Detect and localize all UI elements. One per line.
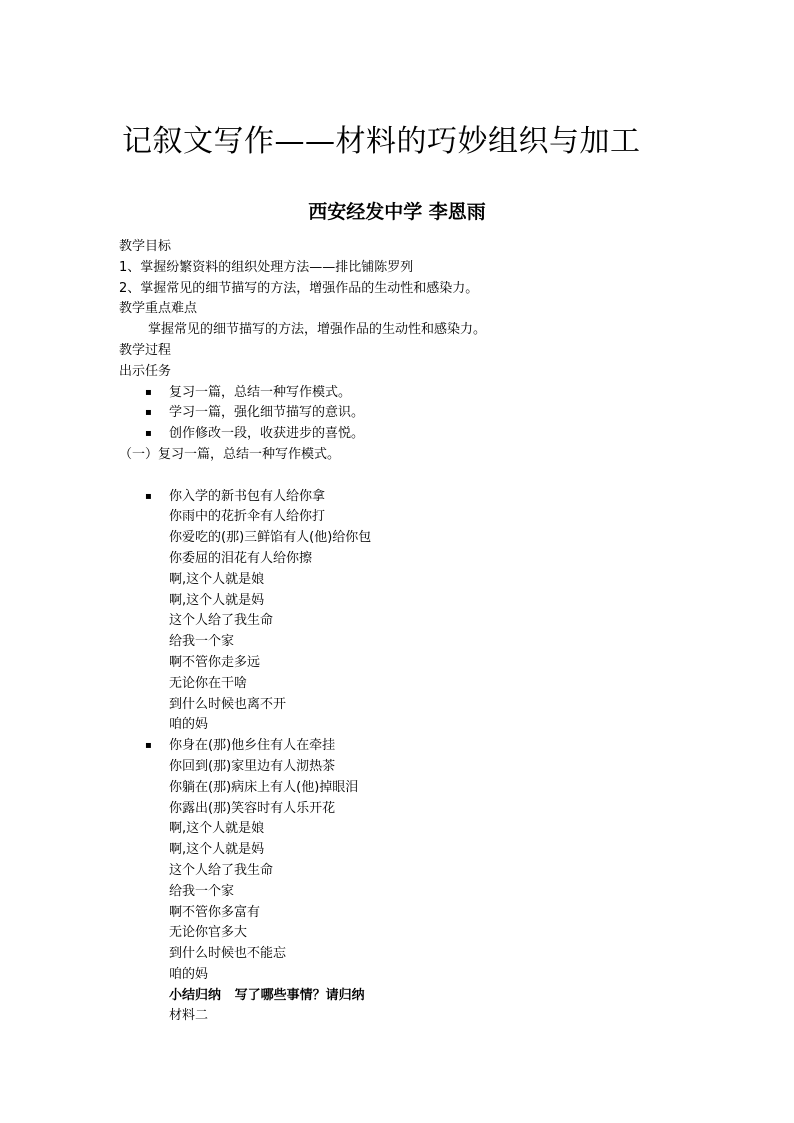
poem-line: 啊,这个人就是妈 xyxy=(169,842,265,858)
poem-line: 啊,这个人就是娘 xyxy=(169,821,265,837)
key-points-text: 掌握常见的细节描写的方法，增强作品的生动性和感染力。 xyxy=(148,322,487,338)
goals-heading: 教学目标 xyxy=(119,239,172,254)
poem-line: 这个人给了我生命 xyxy=(169,613,274,629)
poem-line: 啊,这个人就是娘 xyxy=(169,571,265,587)
poem-stanza-start xyxy=(119,487,739,508)
poem-line: 啊不管你多富有 xyxy=(169,904,261,920)
poem-line: 你入学的新书包有人给你拿 xyxy=(169,488,326,504)
bullet-icon: ▪ xyxy=(145,740,152,752)
task-text: 学习一篇，强化细节描写的意识。 xyxy=(169,405,365,421)
poem-line: 你爱吃的(那)三鲜馅有人(他)给你包 xyxy=(169,530,372,546)
process-heading: 教学过程 xyxy=(119,342,172,358)
poem-line: 无论你官多大 xyxy=(169,925,248,941)
poem-line: 你身在(那)他乡住有人在牵挂 xyxy=(169,738,336,754)
task-heading: 出示任务 xyxy=(119,363,172,379)
bullet-icon: ▪ xyxy=(145,490,152,502)
poem-line: 咱的妈 xyxy=(169,966,209,982)
document-title: 记叙文写作——材料的巧妙组织与加工 xyxy=(122,124,641,159)
poem-line: 咱的妈 xyxy=(169,717,209,733)
task-list-item xyxy=(119,403,739,424)
bullet-icon: ▪ xyxy=(145,386,152,398)
task-list-item xyxy=(119,424,739,445)
bullet-icon: ▪ xyxy=(145,428,152,440)
blank-line xyxy=(119,466,739,487)
poem-line: 你雨中的花折伞有人给你打 xyxy=(169,509,326,525)
summary-line: 小结归纳 写了哪些事情？请归纳 xyxy=(169,987,365,1003)
poem-line: 你露出(那)笑容时有人乐开花 xyxy=(169,800,336,816)
poem-line: 给我一个家 xyxy=(169,634,235,650)
poem-line: 无论你在干啥 xyxy=(169,675,248,691)
poem-line: 啊,这个人就是妈 xyxy=(169,592,265,608)
goal-item: 1、掌握纷繁资料的组织处理方法——排比铺陈罗列 xyxy=(119,259,414,275)
document-body xyxy=(119,237,739,1027)
poem-line: 啊不管你走多远 xyxy=(169,654,261,670)
goal-item: 2、掌握常见的细节描写的方法，增强作品的生动性和感染力。 xyxy=(119,280,479,296)
bullet-icon: ▪ xyxy=(145,407,152,419)
poem-line: 到什么时候也不能忘 xyxy=(169,946,287,962)
poem-line: 到什么时候也离不开 xyxy=(169,696,287,712)
material-two-heading: 材料二 xyxy=(169,1008,209,1024)
poem-line: 给我一个家 xyxy=(169,883,235,899)
task-text: 创作修改一段，收获进步的喜悦。 xyxy=(169,426,365,442)
poem-line: 你委屈的泪花有人给你擦 xyxy=(169,550,313,566)
key-points-heading: 教学重点难点 xyxy=(119,301,198,317)
task-list-item xyxy=(119,383,739,404)
poem-stanza-start xyxy=(119,736,739,757)
task-text: 复习一篇，总结一种写作模式。 xyxy=(169,384,352,400)
poem-line: 这个人给了我生命 xyxy=(169,862,274,878)
poem-line: 你回到(那)家里边有人沏热茶 xyxy=(169,758,336,774)
author-line: 西安经发中学 李恩雨 xyxy=(308,201,486,223)
part-one-heading: （一）复习一篇，总结一种写作模式。 xyxy=(119,446,341,462)
poem-line: 你躺在(那)病床上有人(他)掉眼泪 xyxy=(169,779,359,795)
